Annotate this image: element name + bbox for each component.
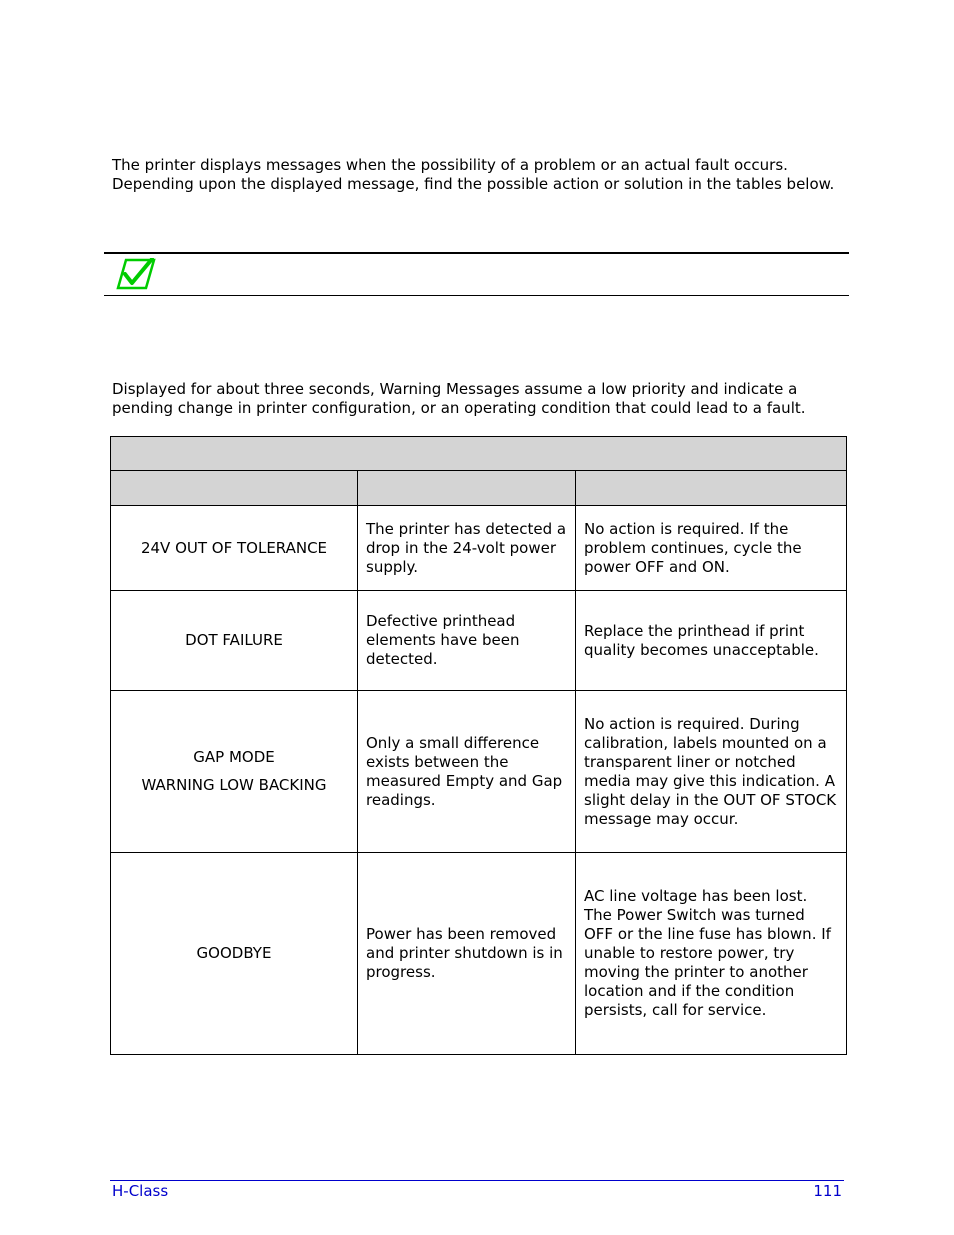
intro-paragraph: The printer displays messages when the possibility of a problem or an actual fault occurs. Depending upon the displayed message, find the possible action or solution in the tables below. (112, 156, 835, 193)
footer-page-number: 111 (813, 1182, 842, 1200)
table-header-row (111, 471, 847, 506)
footer-product-name: H-Class (112, 1182, 169, 1200)
action-cell: No action is required. During calibration, labels mounted on a transparent liner or notched media may give this indication. A slight delay in the OUT OF STOCK message may occur. (576, 691, 847, 853)
description-cell: Power has been removed and printer shutdown is in progress. (358, 853, 576, 1055)
note-bottom-rule (104, 295, 849, 296)
message-cell (111, 591, 358, 691)
message-line: GOODBYE (196, 944, 272, 962)
table-row (111, 691, 847, 853)
message-cell (111, 506, 358, 591)
message-cell (111, 691, 358, 853)
warning-messages-table (110, 436, 847, 1055)
note-top-rule (104, 252, 849, 254)
header-message-cell (111, 471, 358, 506)
action-cell: No action is required. If the problem continues, cycle the power OFF and ON. (576, 506, 847, 591)
action-cell: Replace the printhead if print quality becomes unacceptable. (576, 591, 847, 691)
table-row (111, 853, 847, 1055)
table-title-row (111, 437, 847, 471)
checkbox-check-icon (116, 258, 156, 290)
message-line: GAP MODE (193, 748, 275, 766)
warning-intro-paragraph: Displayed for about three seconds, Warning Messages assume a low priority and indicate a pending change in printer configuration, or an operating condition that could lead to a fault. (112, 380, 806, 417)
table-row (111, 506, 847, 591)
message-line: DOT FAILURE (185, 631, 283, 649)
action-cell: AC line voltage has been lost. The Power Switch was turned OFF or the line fuse has blown. If unable to restore power, try moving the printer to another location and if the condition persists, call for service. (576, 853, 847, 1055)
message-line: WARNING LOW BACKING (141, 776, 327, 794)
message-cell (111, 853, 358, 1055)
description-cell: Only a small difference exists between the measured Empty and Gap readings. (358, 691, 576, 853)
footer-rule (110, 1180, 844, 1181)
message-line: 24V OUT OF TOLERANCE (140, 538, 328, 557)
header-action-cell (576, 471, 847, 506)
header-description-cell (358, 471, 576, 506)
table-title-cell (111, 437, 847, 471)
description-cell: Defective printhead elements have been detected. (358, 591, 576, 691)
table-row (111, 591, 847, 691)
description-cell: The printer has detected a drop in the 24-volt power supply. (358, 506, 576, 591)
